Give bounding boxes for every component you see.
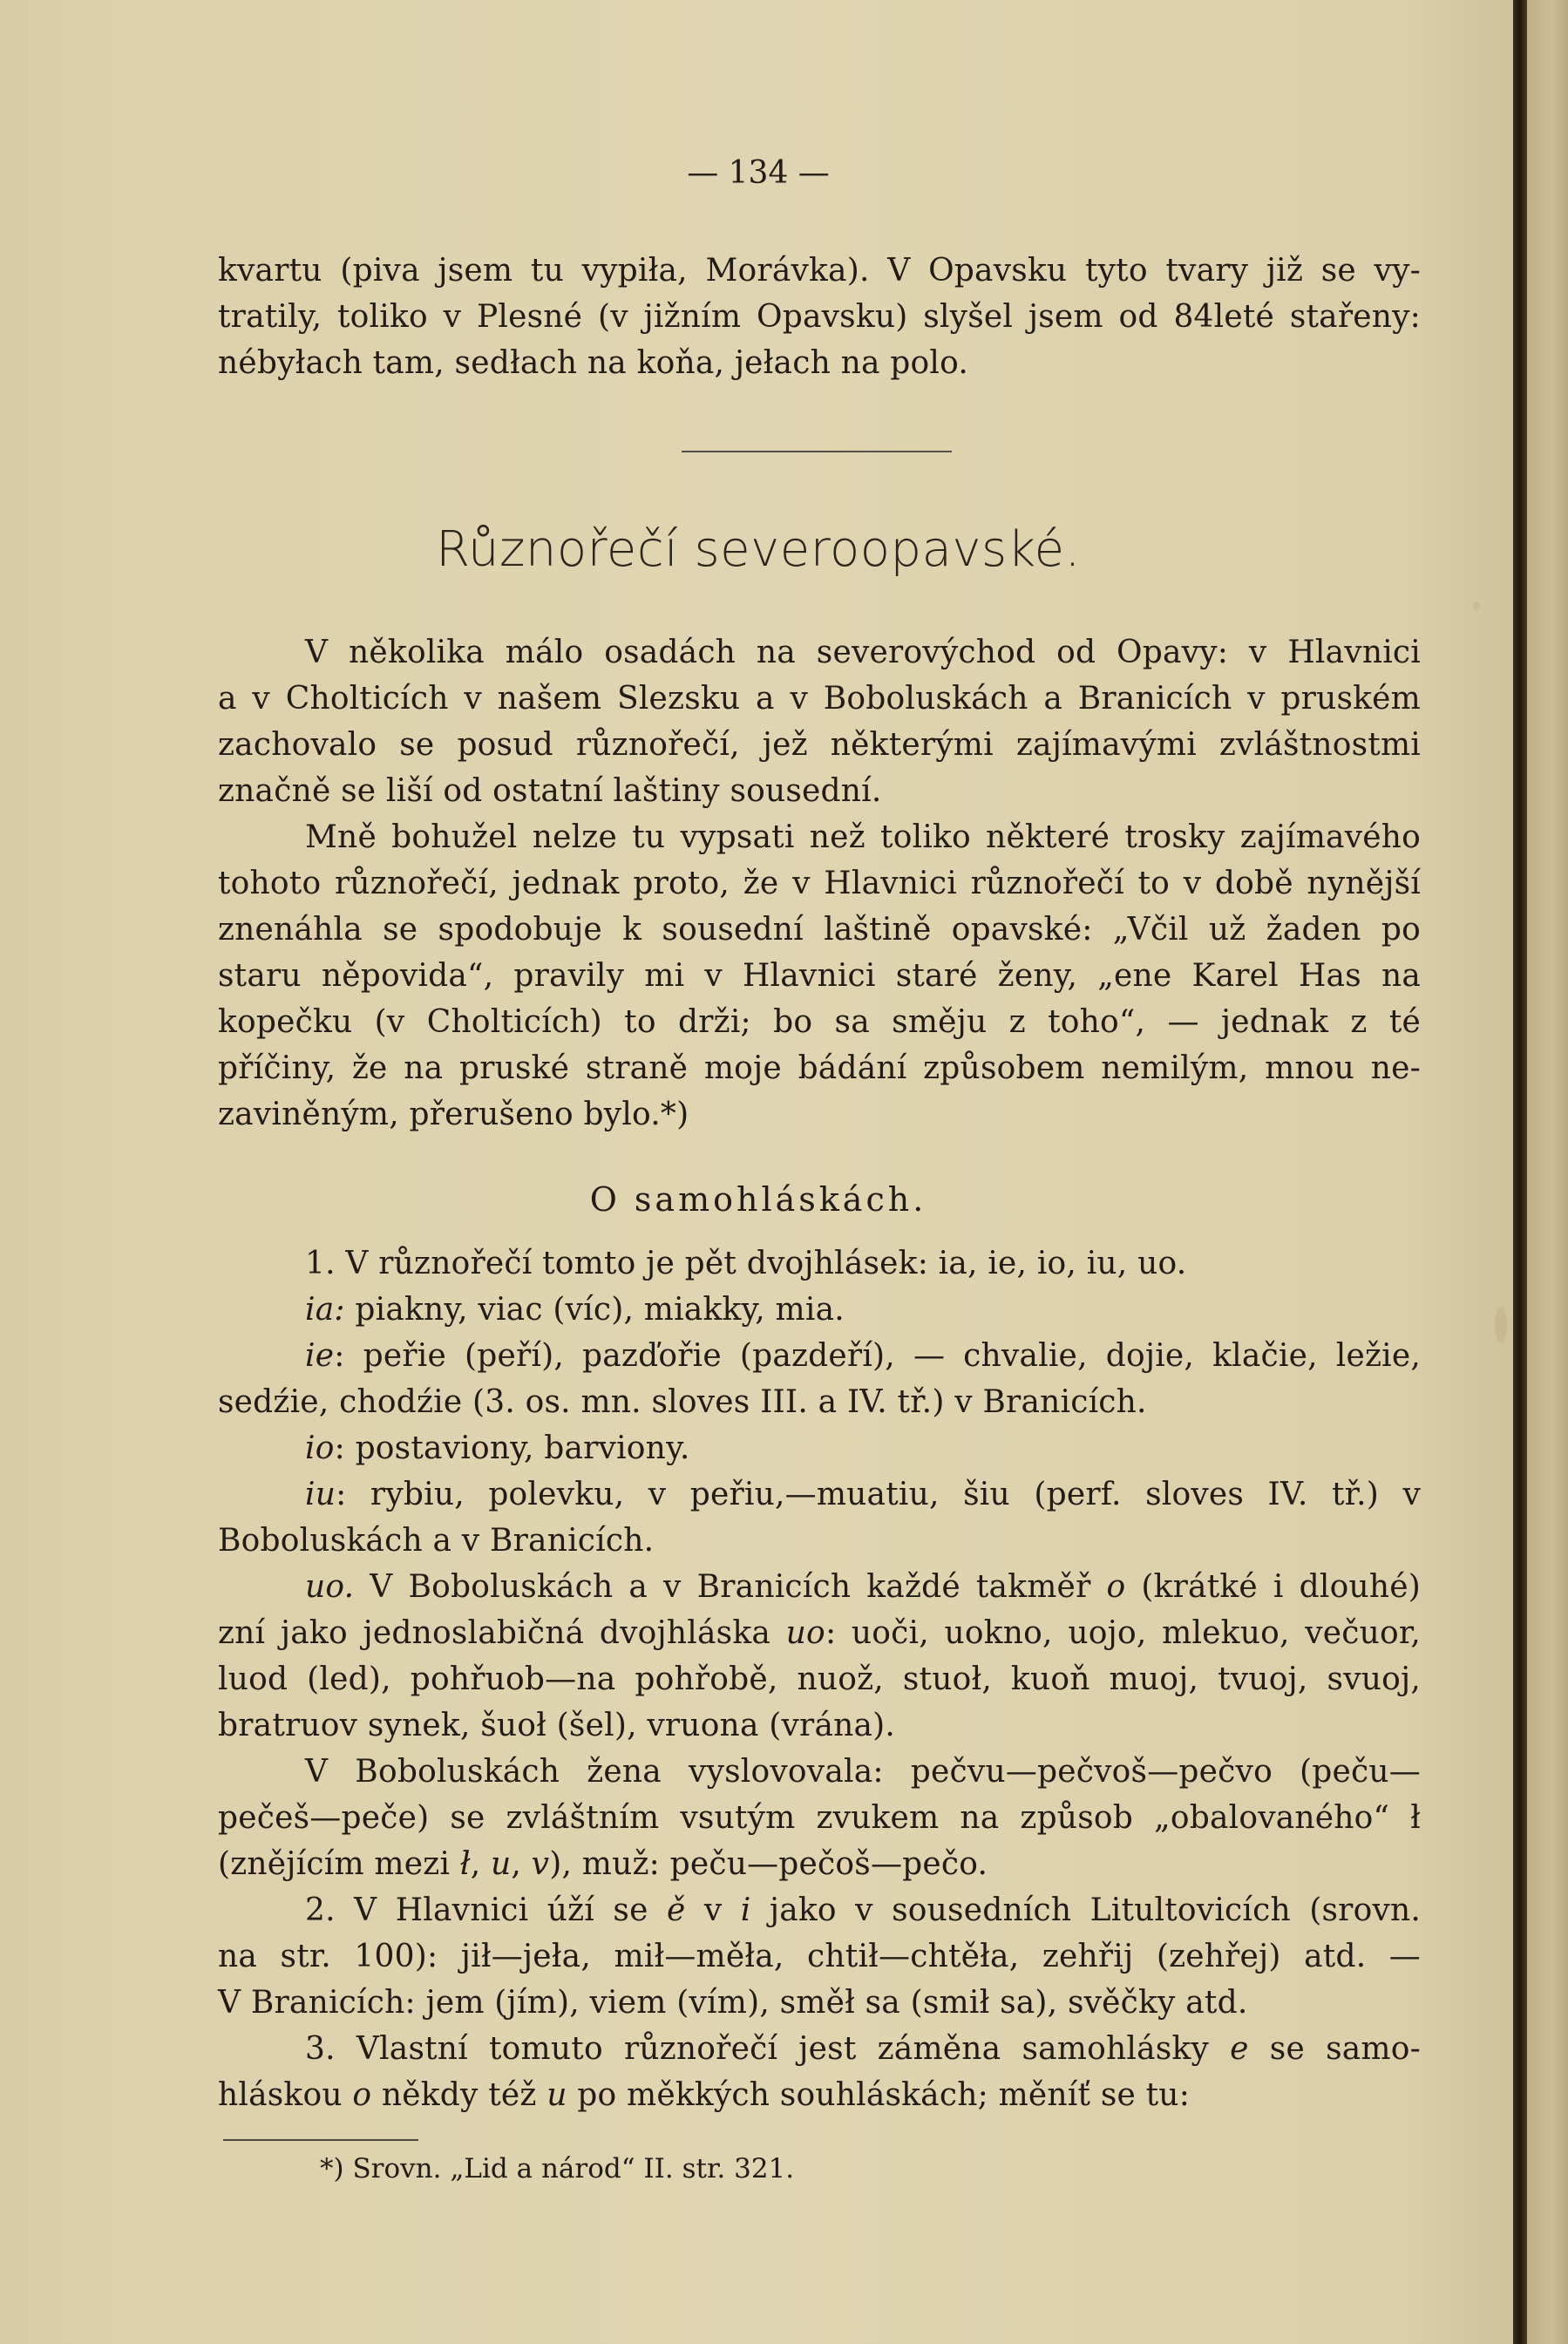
text-line: [218, 2026, 1421, 2072]
text-span: (znějícím mezi: [218, 1846, 460, 1882]
sound-symbol: v: [531, 1846, 550, 1882]
text-line: [218, 1841, 1421, 1887]
text-span: V Boboluskách a v Branicích každé takměř: [354, 1569, 1107, 1605]
text-line: sedźie, chodźie (3. os. mn. sloves III. a IV. tř.) v Branicích.: [218, 1384, 1147, 1420]
text-span: ), muž: peču—pečoš—pečo.: [549, 1846, 988, 1882]
text-line: znenáhla se spodobuje k sousední laštině opavské: „Včil už žaden po: [218, 912, 1421, 948]
text-line: pečeš—peče) se zvláštním vsutým zvukem na způsob „obalovaného“ ł: [218, 1800, 1421, 1836]
diphthong-label: iu: [305, 1477, 336, 1512]
page-edge: [1527, 0, 1568, 2344]
diphthong-label: ia:: [305, 1292, 345, 1328]
text-span: po měkkých souhláskách; měníť se tu:: [567, 2077, 1191, 2113]
text-line: na str. 100): jił—jeła, mił—měła, chtił—chtěła, zehřij (zehřej) atd. —: [218, 1939, 1421, 1974]
vowel-symbol: i: [740, 1892, 751, 1928]
text-line: nébyłach tam, sedłach na koňa, jełach na polo.: [218, 345, 969, 381]
text-line: zaviněným, přerušeno bylo.*): [218, 1097, 689, 1132]
vowel-symbol: o: [352, 2077, 372, 2113]
diphthong-label: ie: [305, 1338, 335, 1374]
text-line: Mně bohužel nelze tu vypsati než toliko některé trosky zajímavého: [305, 819, 1421, 855]
foxing-spot: [1495, 1308, 1507, 1342]
text-line: [218, 1471, 1421, 1518]
text-line: zachovalo se posud různořečí, jež některými zajímavými zvláštnostmi: [218, 727, 1421, 763]
page-number: — 134 —: [687, 155, 830, 191]
text-span: se samo-: [1248, 2031, 1421, 2067]
continuation-paragraph: [218, 248, 1421, 386]
text-span: (krátké i dlouhé): [1125, 1569, 1422, 1605]
text-line: V Boboluskách žena vyslovovala: pečvu—pečvoš—pečvo (peču—: [305, 1754, 1421, 1790]
text-line: kvartu (piva jsem tu vypiła, Morávka). V Opavsku tyto tvary již se vy-: [218, 253, 1421, 289]
text-span: : peřie (peří), pazďořie (pazdeří), — chvalie, dojie, klačie, ležie,: [334, 1338, 1421, 1374]
vowel-symbol: u: [546, 2077, 567, 2113]
text-line: kopečku (v Cholticích) to drži; bo sa směju z toho“, — jednak z té: [218, 1004, 1421, 1040]
text-line: [218, 1287, 1421, 1333]
text-span: někdy též: [371, 2077, 547, 2113]
foxing-spot: [1473, 601, 1480, 610]
vowels-section: [218, 1240, 1421, 2118]
book-binding: [1513, 0, 1527, 2344]
text-line: [218, 1610, 1421, 1656]
diphthong-label: uo.: [305, 1569, 355, 1605]
diphthong-label: uo: [785, 1615, 825, 1651]
text-line: značně se liší od ostatní laštiny sousední.: [218, 773, 882, 809]
text-line: příčiny, že na pruské straně moje bádání způsobem nemilým, mnou ne-: [218, 1050, 1421, 1086]
text-span: v: [685, 1892, 741, 1928]
text-line: tratily, toliko v Plesné (v jižním Opavsku) slyšel jsem od 84leté stařeny:: [218, 299, 1421, 335]
text-span: 2. V Hlavnici úží se: [305, 1892, 667, 1928]
text-line: [218, 1564, 1421, 1610]
vowel-symbol: e: [1230, 2031, 1249, 2067]
text-span: zní jako jednoslabičná dvojhláska: [218, 1615, 786, 1651]
section-heading: Různořečí severoopavské.: [436, 521, 1081, 578]
text-line: V Branicích: jem (jím), viem (vím), směł sa (smił sa), svěčky atd.: [218, 1985, 1248, 2021]
text-span: ,: [470, 1846, 491, 1882]
text-line: 1. V různořečí tomto je pět dvojhlásek: ia, ie, io, iu, uo.: [305, 1246, 1187, 1281]
text-span: piakny, viac (víc), miakky, mia.: [344, 1292, 845, 1328]
vowel-symbol: ě: [666, 1892, 686, 1928]
text-line: [218, 1333, 1421, 1379]
vowel-symbol: o: [1106, 1569, 1126, 1605]
sound-symbol: ł: [459, 1846, 471, 1882]
diphthong-label: io: [305, 1430, 335, 1466]
text-line: tohoto různořečí, jednak proto, že v Hlavnici různořečí to v době nynější: [218, 866, 1421, 901]
text-line: staru něpovida“, pravily mi v Hlavnici staré ženy, „ene Karel Has na: [218, 958, 1421, 994]
text-line: V několika málo osadách na severovýchod od Opavy: v Hlavnici: [305, 635, 1421, 670]
text-line: [218, 2072, 1421, 2118]
footnote: *) Srovn. „Lid a národ“ II. str. 321.: [320, 2153, 795, 2184]
text-line: bratruov synek, šuoł (šel), vruona (vrána).: [218, 1708, 896, 1743]
intro-paragraph-1: [218, 629, 1421, 814]
footnote-rule: [223, 2139, 418, 2141]
sound-symbol: u: [490, 1846, 512, 1882]
intro-paragraph-2: [218, 814, 1421, 1138]
text-line: [218, 1425, 1421, 1471]
text-line: luod (led), pohřuob—na pohřobě, nuož, stuoł, kuoň muoj, tvuoj, svuoj,: [218, 1661, 1421, 1697]
text-span: : postaviony, barviony.: [334, 1430, 690, 1466]
text-span: hláskou: [218, 2077, 353, 2113]
text-span: : rybiu, polevku, v peřiu,—muatiu, šiu (perf. sloves IV. tř.) v: [336, 1477, 1421, 1512]
text-span: ,: [511, 1846, 532, 1882]
text-span: : uoči, uokno, uojo, mlekuo, večuor,: [825, 1615, 1421, 1651]
subsection-heading: O samohláskách.: [589, 1180, 927, 1219]
text-span: jako v sousedních Litultovicích (srovn.: [750, 1892, 1422, 1928]
text-line: Boboluskách a v Branicích.: [218, 1523, 655, 1559]
text-line: a v Cholticích v našem Slezsku a v Boboluskách a Branicích v pruském: [218, 681, 1421, 717]
text-span: 3. Vlastní tomuto různořečí jest záměna samohlásky: [305, 2031, 1231, 2067]
text-line: [218, 1887, 1421, 1933]
section-divider: [682, 451, 952, 452]
